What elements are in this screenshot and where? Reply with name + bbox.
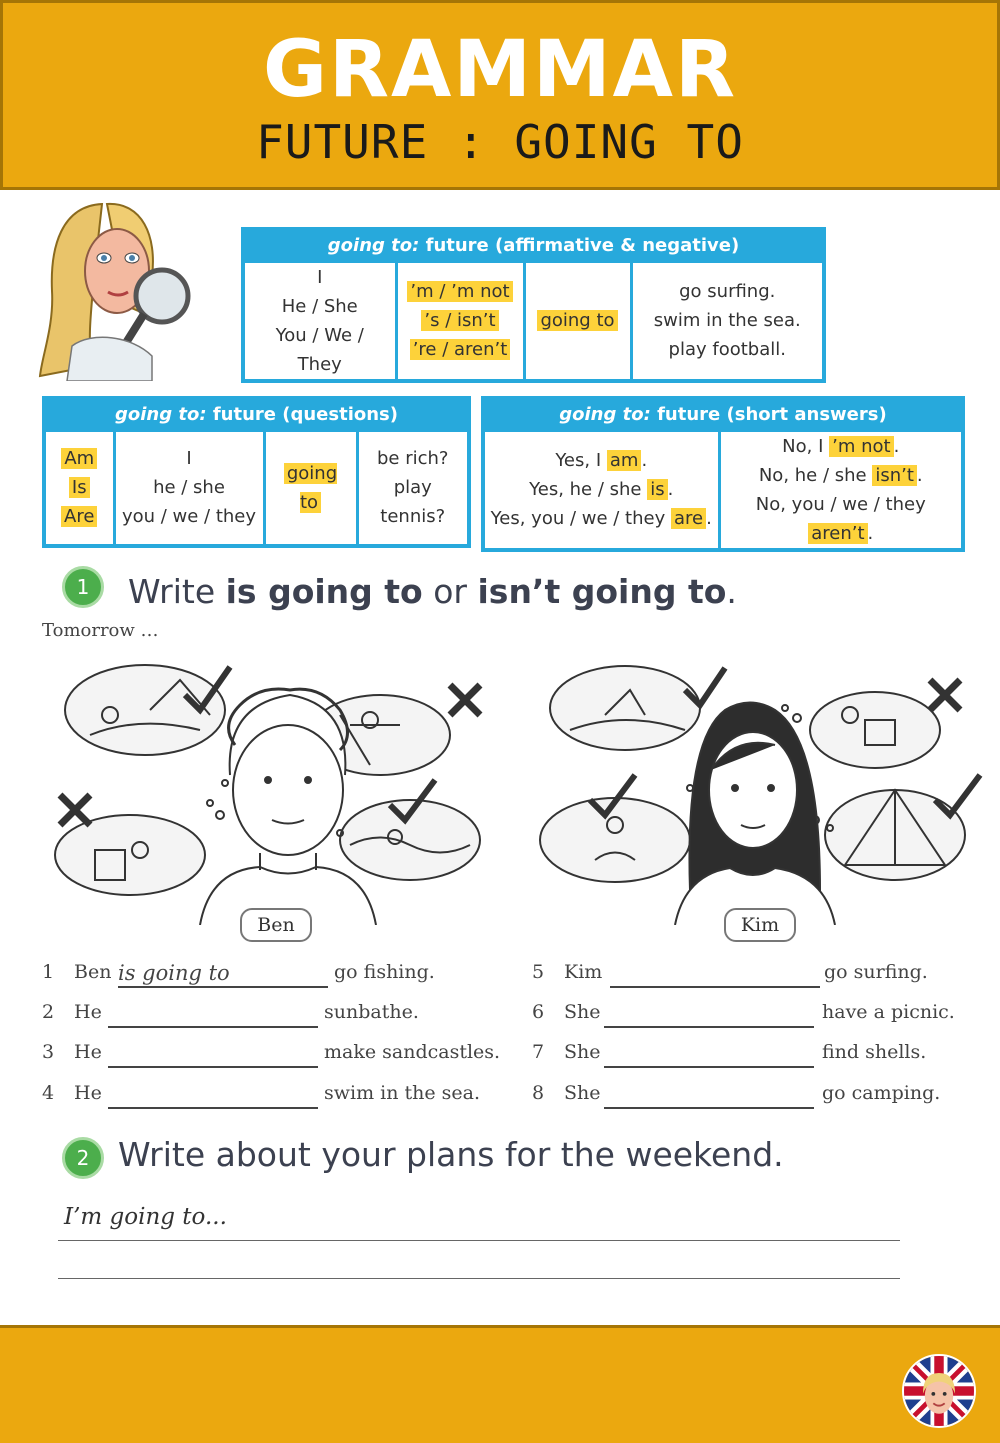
page-title: GRAMMAR (262, 25, 738, 115)
sentence-3: 3 He make sandcastles. (42, 1041, 512, 1069)
tomorrow-label: Tomorrow … (42, 620, 159, 641)
table-header: going to: future (questions) (44, 398, 469, 430)
sentence-8: 8 She go camping. (532, 1082, 972, 1110)
page-subtitle: FUTURE : GOING TO (256, 115, 744, 169)
going-to-cell: going to (264, 430, 357, 546)
table-header: going to: future (affirmative & negative) (243, 229, 824, 261)
exercise-2-instruction: Write about your plans for the weekend. (118, 1135, 784, 1174)
uk-flag-avatar-icon (902, 1354, 976, 1428)
exercise-1-number: 1 (62, 566, 104, 608)
writing-line-2[interactable] (58, 1278, 900, 1279)
questions-table (42, 396, 471, 548)
yes-answers-cell: Yes, I am . Yes, he / she is . Yes, you / we / they are . (483, 430, 719, 550)
kim-illustration (535, 660, 985, 925)
going-to-cell: going to (524, 261, 631, 381)
answer-line[interactable] (604, 1066, 814, 1068)
kim-name-label: Kim (724, 908, 796, 942)
exercise-1-instruction: Write is going to or isn’t going to. (128, 572, 737, 611)
affirmative-negative-table (241, 227, 826, 383)
sentence-4: 4 He swim in the sea. (42, 1082, 512, 1110)
answer-line[interactable] (604, 1107, 814, 1109)
no-answers-cell: No, I ’m not . No, he / she isn’t . No, you / we / they aren’t . (719, 430, 963, 550)
writing-starter: I’m going to... (64, 1204, 227, 1230)
short-answers-table (481, 396, 965, 552)
header-banner (0, 0, 1000, 190)
teacher-avatar-image (32, 196, 197, 381)
ben-illustration (50, 655, 510, 925)
sentence-7: 7 She find shells. (532, 1041, 972, 1069)
actions-cell: be rich? play tennis? (357, 430, 469, 546)
exercise-2-number: 2 (62, 1137, 104, 1179)
sentence-1: 1 Ben is going to go fishing. (42, 961, 512, 989)
answer-line[interactable] (108, 1066, 318, 1068)
subjects-cell: I he / she you / we / they (114, 430, 264, 546)
ben-name-label: Ben (240, 908, 312, 942)
sentence-6: 6 She have a picnic. (532, 1001, 972, 1029)
table-header: going to: future (short answers) (483, 398, 963, 430)
writing-line-1[interactable] (58, 1240, 900, 1241)
answer-line[interactable] (610, 986, 820, 988)
answer-line[interactable] (604, 1026, 814, 1028)
footer-banner (0, 1325, 1000, 1443)
aux-cell: Am Is Are (44, 430, 114, 546)
actions-cell: go surfing. swim in the sea. play football. (631, 261, 824, 381)
sentence-5: 5 Kim go surfing. (532, 961, 972, 989)
sentence-2: 2 He sunbathe. (42, 1001, 512, 1029)
be-forms-cell: ’m / ’m not ’s / isn’t ’re / aren’t (396, 261, 524, 381)
answer-line[interactable] (108, 1026, 318, 1028)
subjects-cell: I He / She You / We / They (243, 261, 396, 381)
answer-text: is going to (118, 961, 230, 985)
answer-line[interactable] (118, 986, 328, 988)
answer-line[interactable] (108, 1107, 318, 1109)
